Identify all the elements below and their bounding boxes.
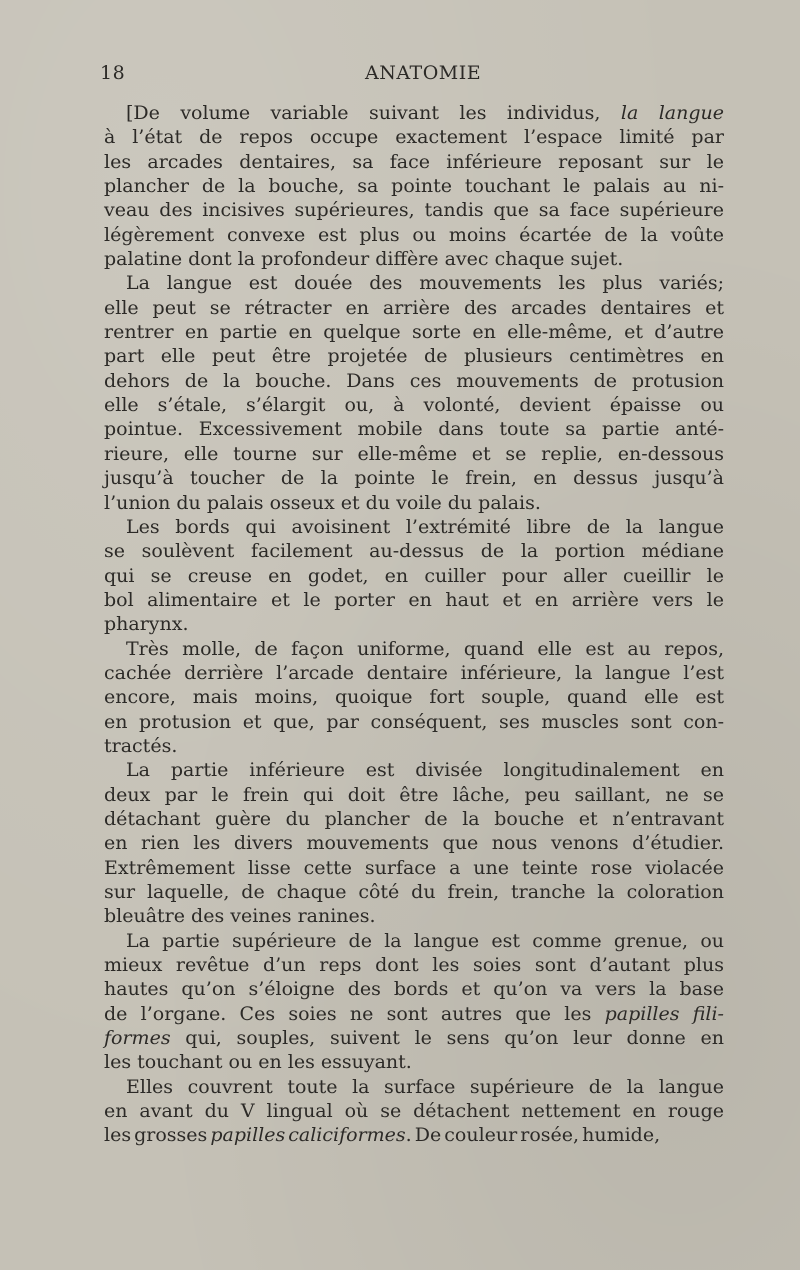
text-line — [104, 685, 724, 709]
text-run: hautes qu’on s’éloigne des bords et qu’on va vers la base — [104, 978, 724, 1001]
text-run: rieure, elle tourne sur elle-même et se replie, en-dessous — [104, 442, 724, 465]
text-line — [104, 588, 724, 612]
body-text — [104, 101, 724, 1148]
text-run: dehors de la bouche. Dans ces mouvements de protusion — [104, 369, 724, 392]
text-line — [104, 1050, 724, 1074]
text-run: les touchant ou en les essuyant. — [104, 1051, 412, 1074]
text-run: encore, mais moins, quoique fort souple, quand elle est — [104, 686, 724, 709]
text-run: Elles couvrent toute la surface supérieure de la langue — [126, 1075, 724, 1098]
text-run: qui se creuse en godet, en cuiller pour aller cueillir le — [104, 564, 724, 587]
text-line — [104, 198, 724, 222]
text-line — [104, 783, 724, 807]
text-run: Extrêmement lisse cette surface a une teinte rose violacée — [104, 856, 724, 879]
text-run: rentrer en partie en quelque sorte en elle-même, et d’autre — [104, 321, 724, 344]
text-run: jusqu’à toucher de la pointe le frein, en dessus jusqu’à — [104, 467, 724, 490]
text-run: bol alimentaire et le porter en haut et en arrière vers le — [104, 588, 724, 611]
text-run: pharynx. — [104, 613, 189, 636]
text-line — [104, 904, 724, 928]
page-number: 18 — [100, 62, 126, 84]
text-line — [104, 637, 724, 661]
text-line — [104, 150, 724, 174]
text-run: détachant guère du plancher de la bouche et n’entravant — [104, 807, 724, 830]
text-line — [104, 101, 724, 125]
text-run: La langue est douée des mouvements les plus variés; — [126, 272, 724, 295]
text-line — [104, 734, 724, 758]
text-line — [104, 369, 724, 393]
text-run: elle s’étale, s’élargit ou, à volonté, devient épaisse ou — [104, 394, 724, 417]
text-line — [104, 320, 724, 344]
text-run: mieux revêtue d’un reps dont les soies sont d’autant plus — [104, 954, 724, 977]
running-title: ANATOMIE — [365, 62, 482, 84]
text-run: se soulèvent facilement au-dessus de la portion médiane — [104, 540, 724, 563]
text-line — [104, 1002, 724, 1026]
text-line — [104, 1026, 724, 1050]
text-run: deux par le frein qui doit être lâche, peu saillant, ne se — [104, 783, 724, 806]
text-run: La partie inférieure est divisée longitudinalement en — [126, 759, 724, 782]
text-line — [104, 442, 724, 466]
text-line — [104, 491, 724, 515]
text-run: les arcades dentaires, sa face inférieure reposant sur le — [104, 150, 724, 173]
italic-term: la langue — [620, 102, 724, 124]
text-run: en rien les divers mouvements que nous venons d’étudier. — [104, 832, 724, 855]
text-run: bleuâtre des veines ranines. — [104, 905, 376, 928]
text-line — [104, 807, 724, 831]
text-line — [104, 710, 724, 734]
text-line — [104, 977, 724, 1001]
text-run: palatine dont la profondeur diffère avec chaque sujet. — [104, 248, 624, 271]
text-line — [104, 539, 724, 563]
text-line — [104, 831, 724, 855]
italic-term: papilles caliciformes — [210, 1124, 406, 1147]
text-line — [104, 417, 724, 441]
text-line — [104, 564, 724, 588]
text-line — [104, 393, 724, 417]
text-run: sur laquelle, de chaque côté du frein, tranche la coloration — [104, 881, 724, 903]
text-run: veau des incisives supérieures, tandis que sa face supérieure — [104, 199, 724, 222]
italic-term: papilles fili- — [604, 1002, 724, 1025]
text-run: [De volume variable suivant les individus, — [126, 102, 621, 124]
text-run: en avant du V lingual où se détachent nettement en rouge — [104, 1100, 724, 1123]
text-line — [104, 880, 724, 904]
text-line — [104, 661, 724, 685]
text-line — [104, 247, 724, 271]
text-line — [104, 344, 724, 368]
running-head — [100, 62, 725, 90]
text-run: l’union du palais osseux et du voile du palais. — [104, 491, 541, 514]
text-run: elle peut se rétracter en arrière des arcades dentaires et — [104, 296, 724, 319]
text-line — [104, 929, 724, 953]
text-run: de l’organe. Ces soies ne sont autres que les — [104, 1002, 605, 1025]
text-line — [104, 515, 724, 539]
italic-term: formes — [104, 1027, 171, 1050]
text-line — [104, 223, 724, 247]
text-line — [104, 1123, 724, 1147]
text-run: légèrement convexe est plus ou moins écartée de la voûte — [104, 223, 724, 246]
text-line — [104, 125, 724, 149]
text-line — [104, 953, 724, 977]
text-line — [104, 271, 724, 295]
text-run: pointue. Excessivement mobile dans toute sa partie anté- — [104, 418, 724, 441]
text-run: La partie supérieure de la langue est comme grenue, ou — [126, 929, 724, 952]
text-line — [104, 856, 724, 880]
text-run: . De couleur rosée, humide, — [405, 1124, 661, 1147]
text-run: en protusion et que, par conséquent, ses muscles sont con- — [104, 710, 724, 733]
text-run: tractés. — [104, 734, 178, 757]
text-line — [104, 758, 724, 782]
text-run: les grosses — [104, 1124, 211, 1147]
text-line — [104, 1075, 724, 1099]
text-run: à l’état de repos occupe exactement l’espace limité par — [104, 126, 724, 149]
text-line — [104, 612, 724, 636]
text-line — [104, 466, 724, 490]
text-run: Très molle, de façon uniforme, quand elle est au repos, — [126, 637, 724, 660]
text-run: plancher de la bouche, sa pointe touchant le palais au ni- — [104, 175, 724, 198]
text-line — [104, 296, 724, 320]
text-run: cachée derrière l’arcade dentaire inférieure, la langue l’est — [104, 661, 724, 684]
text-run: part elle peut être projetée de plusieurs centimètres en — [104, 345, 724, 368]
text-line — [104, 174, 724, 198]
text-line — [104, 1099, 724, 1123]
text-run: qui, souples, suivent le sens qu’on leur donne en — [170, 1027, 724, 1050]
text-run: Les bords qui avoisinent l’extrémité libre de la langue — [126, 515, 724, 538]
